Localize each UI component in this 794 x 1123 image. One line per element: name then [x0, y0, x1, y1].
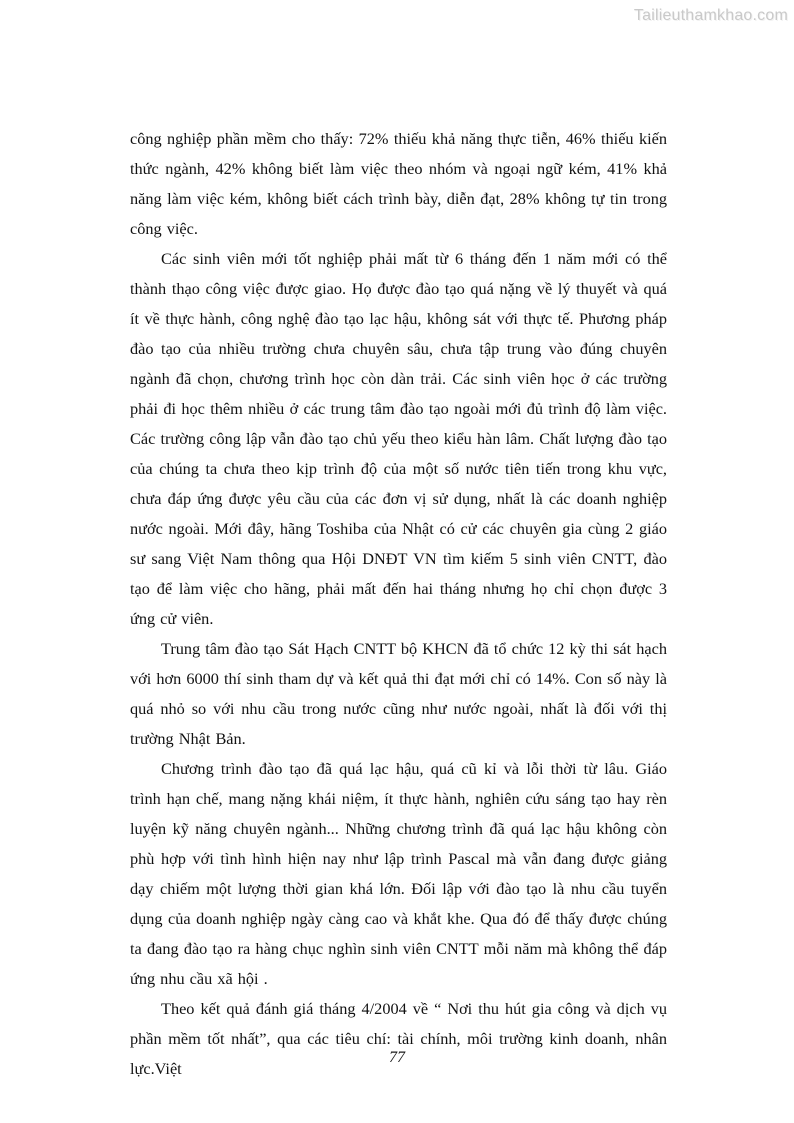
paragraph: Chương trình đào tạo đã quá lạc hậu, quá cũ kỉ và lỗi thời từ lâu. Giáo trình hạn chế, mang nặng khái niệm, ít thực hành, nghiên cứu sáng tạo hay rèn luyện kỹ năng chuyên ngành... Những chương trình đã quá lạc hậu không còn phù hợp với tình hình hiện nay như lập trình Pascal mà vẫn đang được giảng dạy chiếm một lượng thời gian khá lớn. Đối lập với đào tạo là nhu cầu tuyển dụng của doanh nghiệp ngày càng cao và khắt khe. Qua đó để thấy được chúng ta đang đào tạo ra hàng chục nghìn sinh viên CNTT mỗi năm mà không thể đáp ứng nhu cầu xã hội . — [130, 759, 667, 988]
watermark-text: Tailieuthamkhao.com — [633, 7, 788, 24]
paragraph: Các sinh viên mới tốt nghiệp phải mất từ 6 tháng đến 1 năm mới có thể thành thạo công việc được giao. Họ được đào tạo quá nặng về lý thuyết và quá ít về thực hành, công nghệ đào tạo lạc hậu, không sát với thực tế. Phương pháp đào tạo của nhiều trường chưa chuyên sâu, chưa tập trung vào đúng chuyên ngành đã chọn, chương trình học còn dàn trải. Các sinh viên học ở các trường phải đi học thêm nhiều ở các trung tâm đào tạo ngoài mới đủ trình độ làm việc. Các trường công lập vẫn đào tạo chủ yếu theo kiểu hàn lâm. Chất lượng đào tạo của chúng ta chưa theo kịp trình độ của một số nước tiên tiến trong khu vực, chưa đáp ứng được yêu cầu của các đơn vị sử dụng, nhất là các doanh nghiệp nước ngoài. Mới đây, hãng Toshiba của Nhật có cử các chuyên gia cùng 2 giáo sư sang Việt Nam thông qua Hội DNĐT VN tìm kiếm 5 sinh viên CNTT, đào tạo để làm việc cho hãng, phải mất đến hai tháng nhưng họ chỉ chọn được 3 ứng cử viên. — [130, 249, 667, 628]
paragraph: Theo kết quả đánh giá tháng 4/2004 về “ Nơi thu hút gia công và dịch vụ phần mềm tốt nhất”, qua các tiêu chí: tài chính, môi trường kinh doanh, nhân lực.Việt — [130, 999, 667, 1078]
page-body — [130, 124, 667, 1084]
paragraph: công nghiệp phần mềm cho thấy: 72% thiếu khả năng thực tiễn, 46% thiếu kiến thức ngành, 42% không biết làm việc theo nhóm và ngoại ngữ kém, 41% khả năng làm việc kém, không biết cách trình bày, diễn đạt, 28% không tự tin trong công việc. — [130, 129, 667, 238]
page-number: 77 — [389, 1049, 405, 1066]
paragraph: Trung tâm đào tạo Sát Hạch CNTT bộ KHCN đã tổ chức 12 kỳ thi sát hạch với hơn 6000 thí sinh tham dự và kết quả thi đạt mới chỉ có 14%. Con số này là quá nhỏ so với nhu cầu trong nước cũng như nước ngoài, nhất là đối với thị trường Nhật Bản. — [130, 639, 667, 748]
